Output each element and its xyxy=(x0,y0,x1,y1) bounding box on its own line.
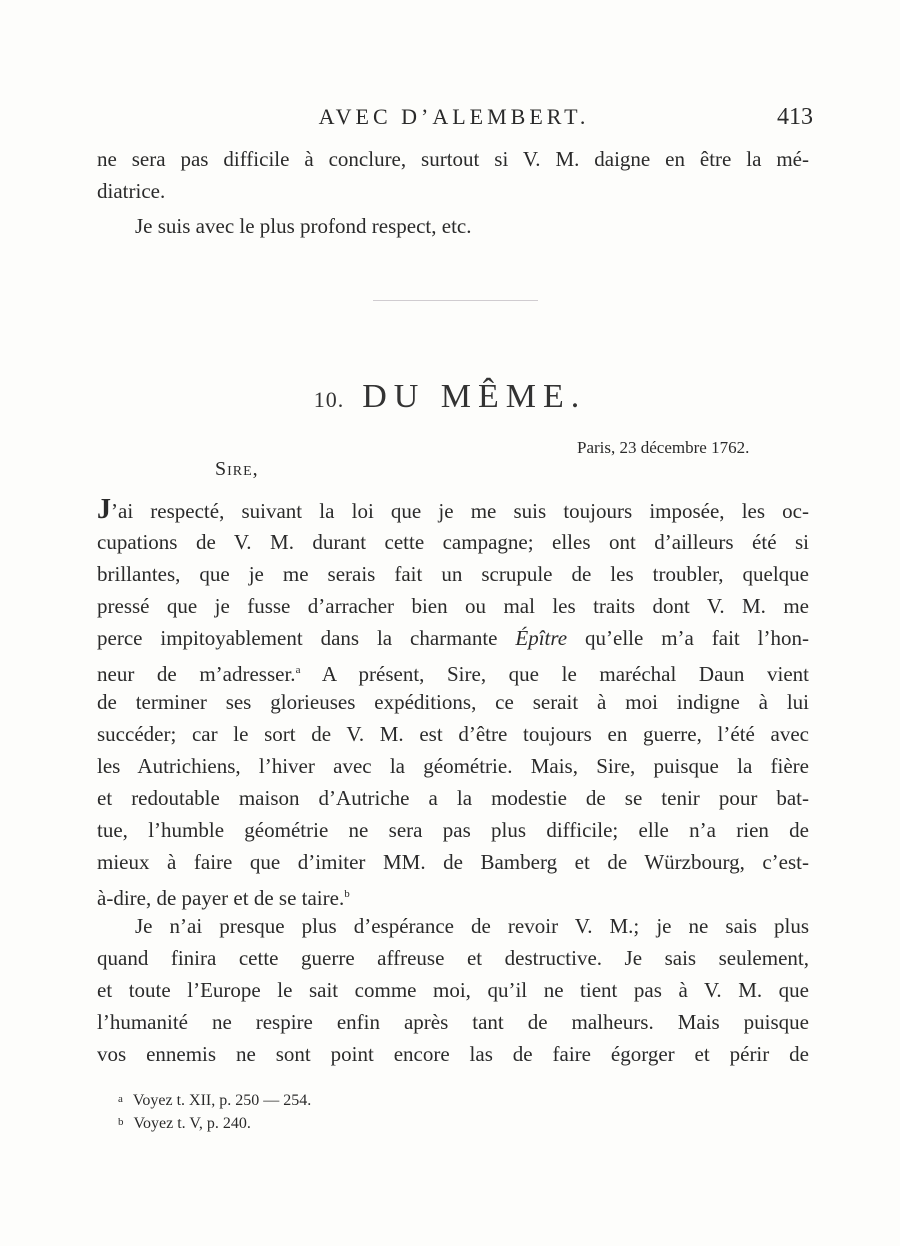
text-line: diatrice. xyxy=(97,179,166,203)
footnote-text: Voyez t. V, p. 240. xyxy=(133,1115,251,1132)
text-line: et redoutable maison d’Autriche a la modestie de se tenir pour bat- xyxy=(97,786,809,810)
text-line: ne sera pas difficile à conclure, surtout si V. M. daigne en être la mé- xyxy=(97,147,809,171)
text-line: et toute l’Europe le sait comme moi, qu’il ne tient pas à V. M. que xyxy=(97,978,809,1002)
text-line: vos ennemis ne sont point encore las de faire égorger et périr de xyxy=(97,1042,809,1066)
dateline: Paris, 23 décembre 1762. xyxy=(577,438,750,457)
text-line: l’humanité ne respire enfin après tant de malheurs. Mais puisque xyxy=(97,1010,809,1034)
text-line: perce impitoyablement dans la charmante Épître qu’elle m’a fait l’hon- xyxy=(97,626,809,650)
footnote-b xyxy=(118,1111,251,1135)
salutation: Sire, xyxy=(215,458,259,480)
text-line: brillantes, que je me serais fait un scrupule de les troubler, quelque xyxy=(97,562,809,586)
section-heading xyxy=(0,378,900,416)
text-line: J’ai respecté, suivant la loi que je me suis toujours imposée, les oc- xyxy=(97,494,809,525)
running-header xyxy=(95,100,813,136)
footnote-mark: b xyxy=(118,1116,124,1128)
drop-cap: J xyxy=(97,494,111,525)
text-line: mieux à faire que d’imiter MM. de Bamberg et de Würzbourg, c’est- xyxy=(97,850,809,874)
text-line: succéder; car le sort de V. M. est d’être toujours en guerre, l’été avec xyxy=(97,722,809,746)
page-number: 413 xyxy=(777,104,813,130)
text-line: pressé que je fusse d’arracher bien ou mal les traits dont V. M. me xyxy=(97,594,809,618)
letter-number: 10. xyxy=(313,387,345,412)
italic-title: Épître xyxy=(515,626,568,650)
text-line: les Autrichiens, l’hiver avec la géométrie. Mais, Sire, puisque la fière xyxy=(97,754,809,778)
footnote-a xyxy=(118,1088,311,1112)
closing-line: Je suis avec le plus profond respect, etc. xyxy=(135,214,472,238)
text-line: à-dire, de payer et de se taire.$^b$ xyxy=(97,886,350,910)
footnote-ref-b[interactable]: b xyxy=(344,888,350,900)
footnote-mark: a xyxy=(118,1093,123,1105)
letter-title: DU MÊME. xyxy=(362,378,587,415)
text-line: quand finira cette guerre affreuse et destructive. Je sais seulement, xyxy=(97,946,809,970)
text-line: neur de m’adresser.$^a$ A présent, Sire, que le maréchal Daun vient xyxy=(97,662,809,686)
footnote-ref-a[interactable]: a xyxy=(295,664,301,676)
footnote-text: Voyez t. XII, p. 250 — 254. xyxy=(132,1092,312,1109)
section-divider xyxy=(373,300,538,301)
running-title: AVEC D’ALEMBERT. xyxy=(318,104,590,129)
text-line: cupations de V. M. durant cette campagne; elles ont d’ailleurs été si xyxy=(97,530,809,554)
text-line: Je n’ai presque plus d’espérance de revoir V. M.; je ne sais plus xyxy=(135,914,809,938)
text-line: de terminer ses glorieuses expéditions, ce serait à moi indigne à lui xyxy=(97,690,809,714)
text-line: tue, l’humble géométrie ne sera pas plus difficile; elle n’a rien de xyxy=(97,818,809,842)
